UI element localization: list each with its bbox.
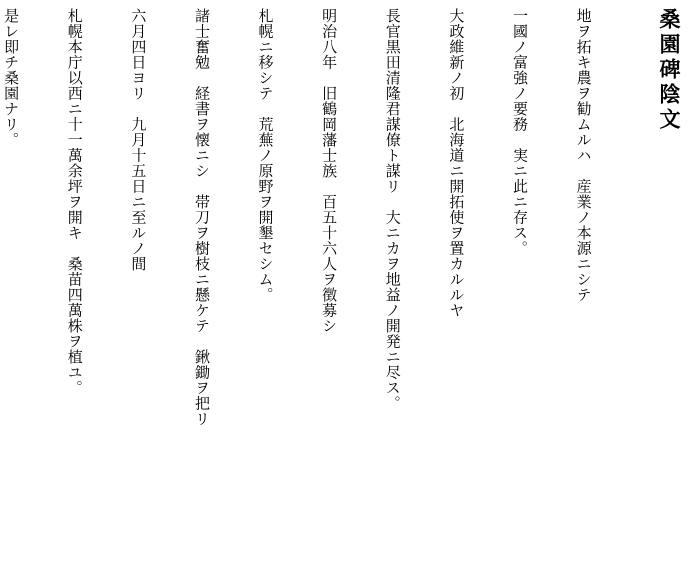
text-line: 地ヲ拓キ農ヲ勧ムルハ 産業ノ本源ニシテ	[574, 8, 593, 303]
text-line: 札幌本庁以西ニ十一萬余坪ヲ開キ 桑苗四萬株ヲ植ユ。	[65, 8, 84, 396]
text-line: 大政維新ノ初 北海道ニ開拓使ヲ置カルルヤ	[447, 8, 466, 318]
text-line: 明治八年 旧鶴岡藩士族 百五十六人ヲ徴募シ	[320, 8, 339, 334]
text-line: 札幌ニ移シテ 荒蕪ノ原野ヲ開墾セシム。	[256, 8, 275, 303]
page-title: 桑園碑陰文	[657, 8, 682, 133]
text-line: 六月四日ヨリ 九月十五日ニ至ルノ間	[129, 8, 148, 272]
text-line: 一國ノ富強ノ要務 実ニ此ニ存ス。	[510, 8, 529, 256]
text-line: 諸士奮勉 経書ヲ懐ニシ 帯刀ヲ樹枝ニ懸ケテ 鍬鋤ヲ把リ	[192, 8, 211, 427]
text-line: 長官黒田清隆君謀僚ト謀リ 大ニカヲ地益ノ開発ニ尽ス。	[383, 8, 402, 411]
inscription-text	[0, 8, 636, 563]
text-line: 是レ即チ桑園ナリ。	[2, 8, 21, 148]
